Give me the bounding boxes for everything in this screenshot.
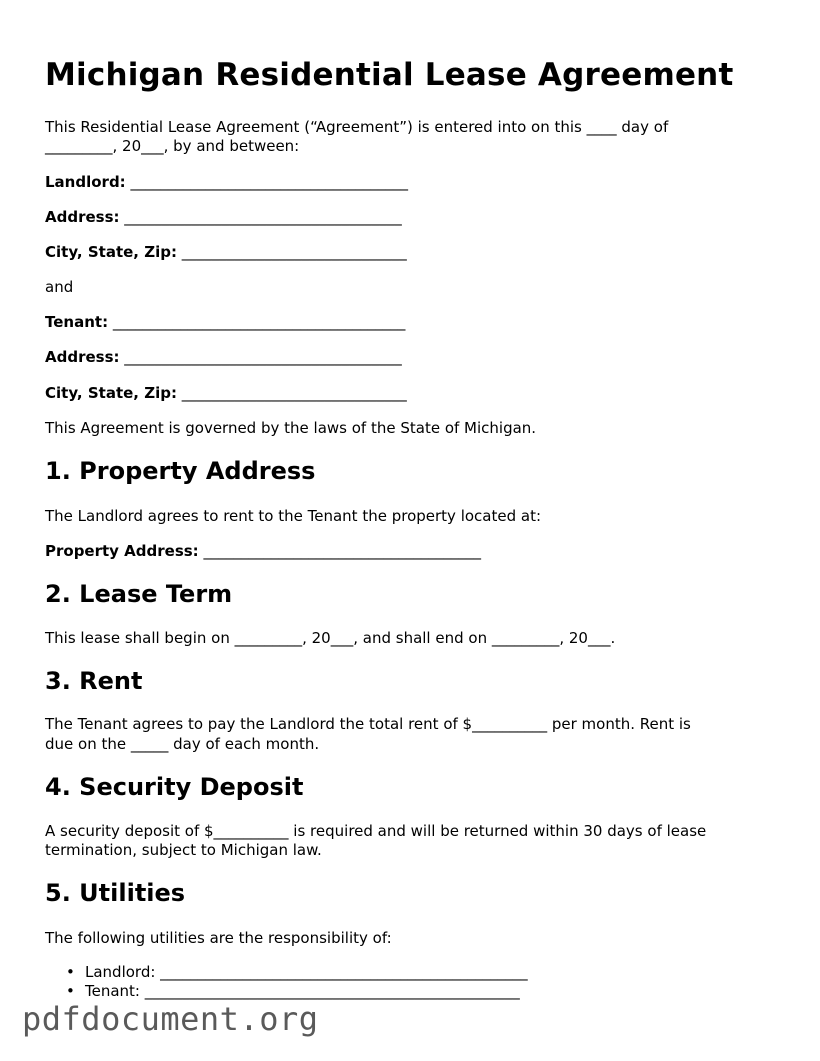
tenant-blank: _______________________________________ — [108, 313, 406, 331]
tenant-city-label: City, State, Zip: — [45, 384, 177, 402]
term-text: This lease shall begin on _________, 20___, and shall end on _________, 20___. — [45, 629, 616, 647]
landlord-address-field — [45, 208, 402, 227]
tenant-address-blank: _____________________________________ — [119, 348, 402, 366]
governing-law-text: This Agreement is governed by the laws of the State of Michigan. — [45, 419, 537, 437]
section-heading-rent: 3. Rent — [45, 667, 143, 695]
and-text: and — [45, 278, 74, 296]
property-address-label: Property Address: — [45, 542, 199, 560]
tenant-address-label: Address: — [45, 348, 120, 366]
property-address-blank: _____________________________________ — [198, 542, 481, 560]
utilities-list — [45, 963, 528, 1001]
list-item: • Landlord: _________________________________________________ — [45, 963, 528, 982]
landlord-city-label: City, State, Zip: — [45, 243, 177, 261]
tenant-city-blank: ______________________________ — [176, 384, 407, 402]
tenant-label: Tenant: — [45, 313, 109, 331]
deposit-line-2: termination, subject to Michigan law. — [45, 841, 322, 859]
landlord-blank: _____________________________________ — [125, 173, 408, 191]
section-heading-property: 1. Property Address — [45, 457, 316, 485]
landlord-city-blank: ______________________________ — [176, 243, 407, 261]
section-heading-deposit: 4. Security Deposit — [45, 773, 304, 801]
landlord-city-field — [45, 243, 407, 262]
landlord-field — [45, 173, 408, 192]
watermark: pdfdocument.org — [22, 1000, 319, 1038]
document-title: Michigan Residential Lease Agreement — [45, 57, 734, 93]
intro-line-1: This Residential Lease Agreement (“Agreement”) is entered into on this ____ day of — [45, 118, 669, 136]
tenant-address-field — [45, 348, 402, 367]
tenant-field — [45, 313, 405, 332]
section-heading-term: 2. Lease Term — [45, 580, 233, 608]
landlord-address-label: Address: — [45, 208, 120, 226]
property-text: The Landlord agrees to rent to the Tenant the property located at: — [45, 507, 542, 525]
rent-line-2: due on the _____ day of each month. — [45, 735, 320, 753]
landlord-address-blank: _____________________________________ — [119, 208, 402, 226]
tenant-city-field — [45, 384, 407, 403]
list-item: • Tenant: __________________________________________________ — [45, 982, 528, 1001]
rent-line-1: The Tenant agrees to pay the Landlord the total rent of $__________ per month. Rent is — [45, 715, 691, 733]
intro-line-2: _________, 20___, by and between: — [45, 137, 300, 155]
property-address-field — [45, 542, 481, 561]
landlord-label: Landlord: — [45, 173, 126, 191]
section-heading-utilities: 5. Utilities — [45, 879, 186, 907]
deposit-line-1: A security deposit of $__________ is required and will be returned within 30 days of lease — [45, 822, 707, 840]
utilities-text: The following utilities are the responsibility of: — [45, 929, 392, 947]
